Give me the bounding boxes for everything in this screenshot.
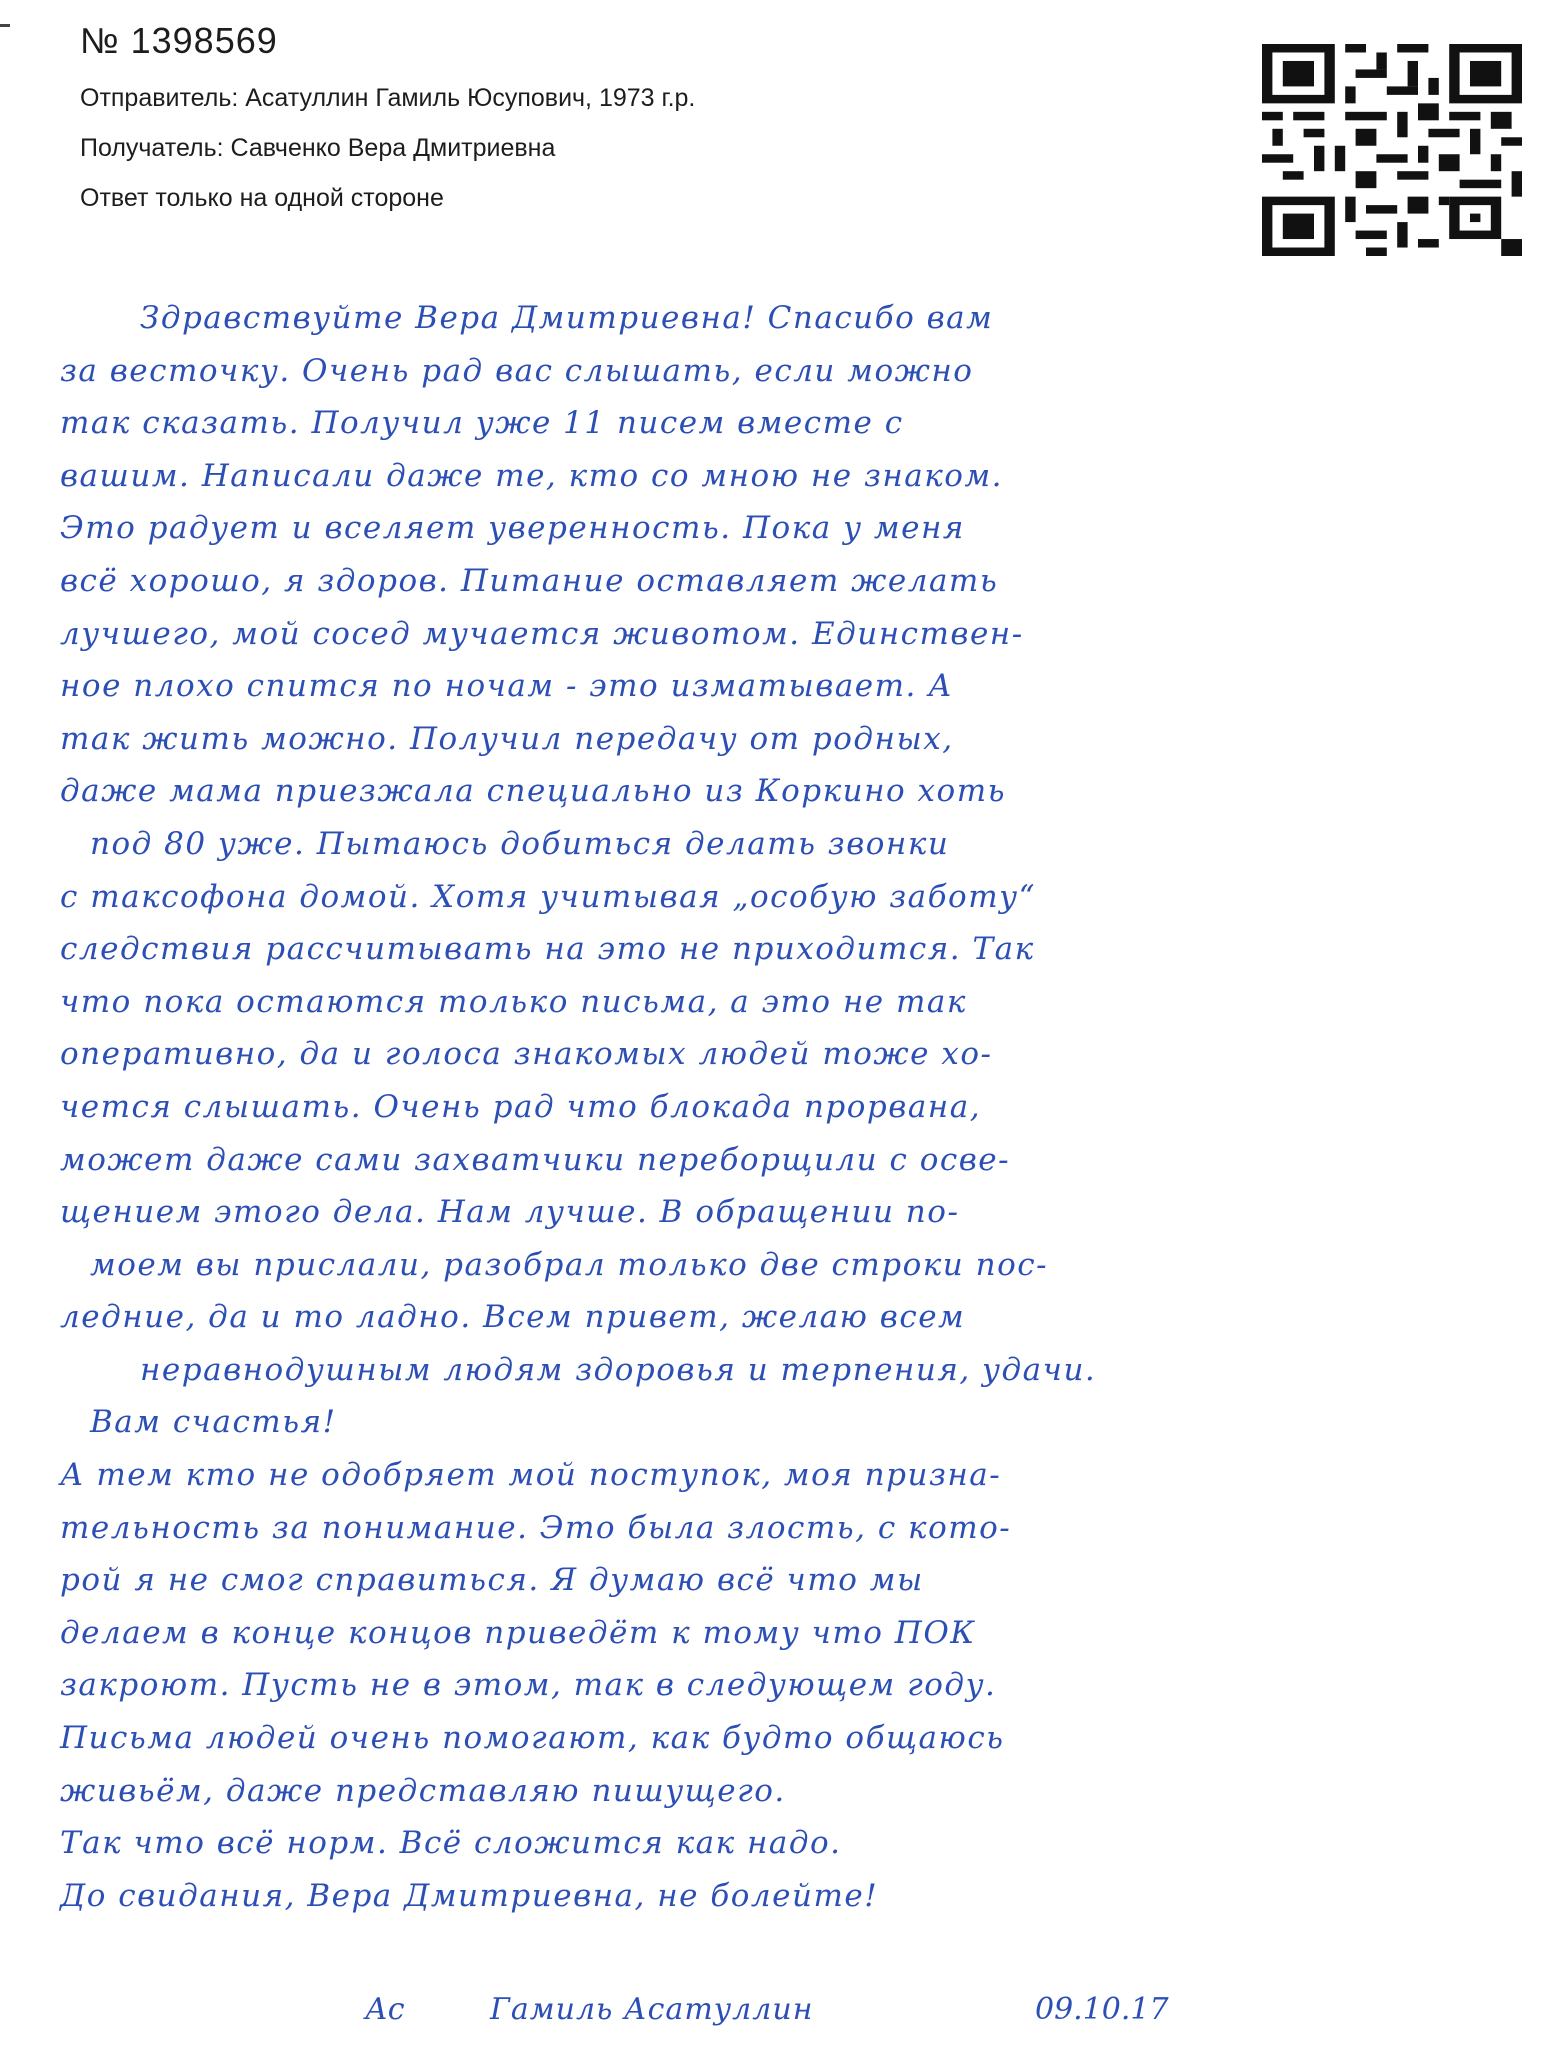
letter-line: Здравствуйте Вера Дмитриевна! Спасибо вам <box>140 300 994 336</box>
letter-line: даже мама приезжала специально из Коркино хоть <box>60 773 1006 810</box>
letter-line: тельность за понимание. Это была злость, с кото- <box>60 1509 1012 1546</box>
recipient-line: Получатель: Савченко Вера Дмитриевна <box>80 134 556 162</box>
sender-line: Отправитель: Асатуллин Гамиль Юсупович, 1973 г.р. <box>80 84 696 112</box>
letter-line: неравнодушным людям здоровья и терпения, удачи. <box>140 1351 1097 1388</box>
signature-mark: Ас <box>365 1992 405 2027</box>
signature-name: Гамиль Асатуллин <box>490 1992 814 2027</box>
letter-line: закроют. Пусть не в этом, так в следующем году. <box>60 1667 997 1704</box>
letter-line: за весточку. Очень рад вас слышать, если можно <box>60 352 974 389</box>
letter-header <box>80 20 695 234</box>
letter-line: так жить можно. Получил передачу от родных, <box>60 720 954 757</box>
letter-line: живьём, даже представляю пишущего. <box>60 1772 786 1809</box>
letter-line: Письма людей очень помогают, как будто общаюсь <box>60 1720 1005 1757</box>
letter-line: Вам счастья! <box>90 1404 337 1441</box>
letter-line: следствия рассчитывать на это не приходится. Так <box>60 931 1035 968</box>
letter-line: лучшего, мой сосед мучается животом. Единствен- <box>60 615 1024 652</box>
letter-line: А тем кто не одобряет мой поступок, моя призна- <box>60 1457 1002 1494</box>
letter-line: моем вы прислали, разобрал только две строки пос- <box>90 1246 1049 1283</box>
letter-line: вашим. Написали даже те, кто со мною не знаком. <box>60 457 1004 494</box>
letter-number: № 1398569 <box>80 20 278 61</box>
scan-edge-mark <box>0 24 10 27</box>
letter-line: с таксофона домой. Хотя учитывая „особую заботу“ <box>60 878 1036 915</box>
letter-line: Так что всё норм. Всё сложится как надо. <box>60 1825 842 1862</box>
letter-line: щением этого дела. Нам лучше. В обращении по- <box>60 1194 960 1231</box>
letter-line: делаем в конце концов приведёт к тому что ПОК <box>60 1614 976 1651</box>
letter-line: ное плохо спится по ночам - это изматывает. А <box>60 668 954 705</box>
handwritten-letter-body <box>60 292 1510 1922</box>
letter-line: ледние, да и то ладно. Всем привет, желаю всем <box>60 1299 966 1336</box>
qr-code <box>1262 44 1522 256</box>
letter-line: может даже сами захватчики переборщили с осве- <box>60 1141 1011 1178</box>
letter-date: 09.10.17 <box>1035 1992 1169 2027</box>
letter-line: оперативно, да и голоса знакомых людей тоже хо- <box>60 1036 993 1073</box>
letter-line: До свидания, Вера Дмитриевна, не болейте! <box>60 1877 879 1914</box>
letter-line: чется слышать. Очень рад что блокада прорвана, <box>60 1088 982 1125</box>
letter-line: так сказать. Получил уже 11 писем вместе с <box>60 405 904 442</box>
letter-line: Это радует и вселяет уверенность. Пока у меня <box>60 510 965 547</box>
letter-line: всё хорошо, я здоров. Питание оставляет желать <box>60 562 999 599</box>
letter-line: под 80 уже. Пытаюсь добиться делать звонки <box>90 825 950 862</box>
reply-note: Ответ только на одной стороне <box>80 184 444 212</box>
letter-line: рой я не смог справиться. Я думаю всё что мы <box>60 1562 924 1599</box>
letter-line: что пока остаются только письма, а это не так <box>60 983 967 1020</box>
